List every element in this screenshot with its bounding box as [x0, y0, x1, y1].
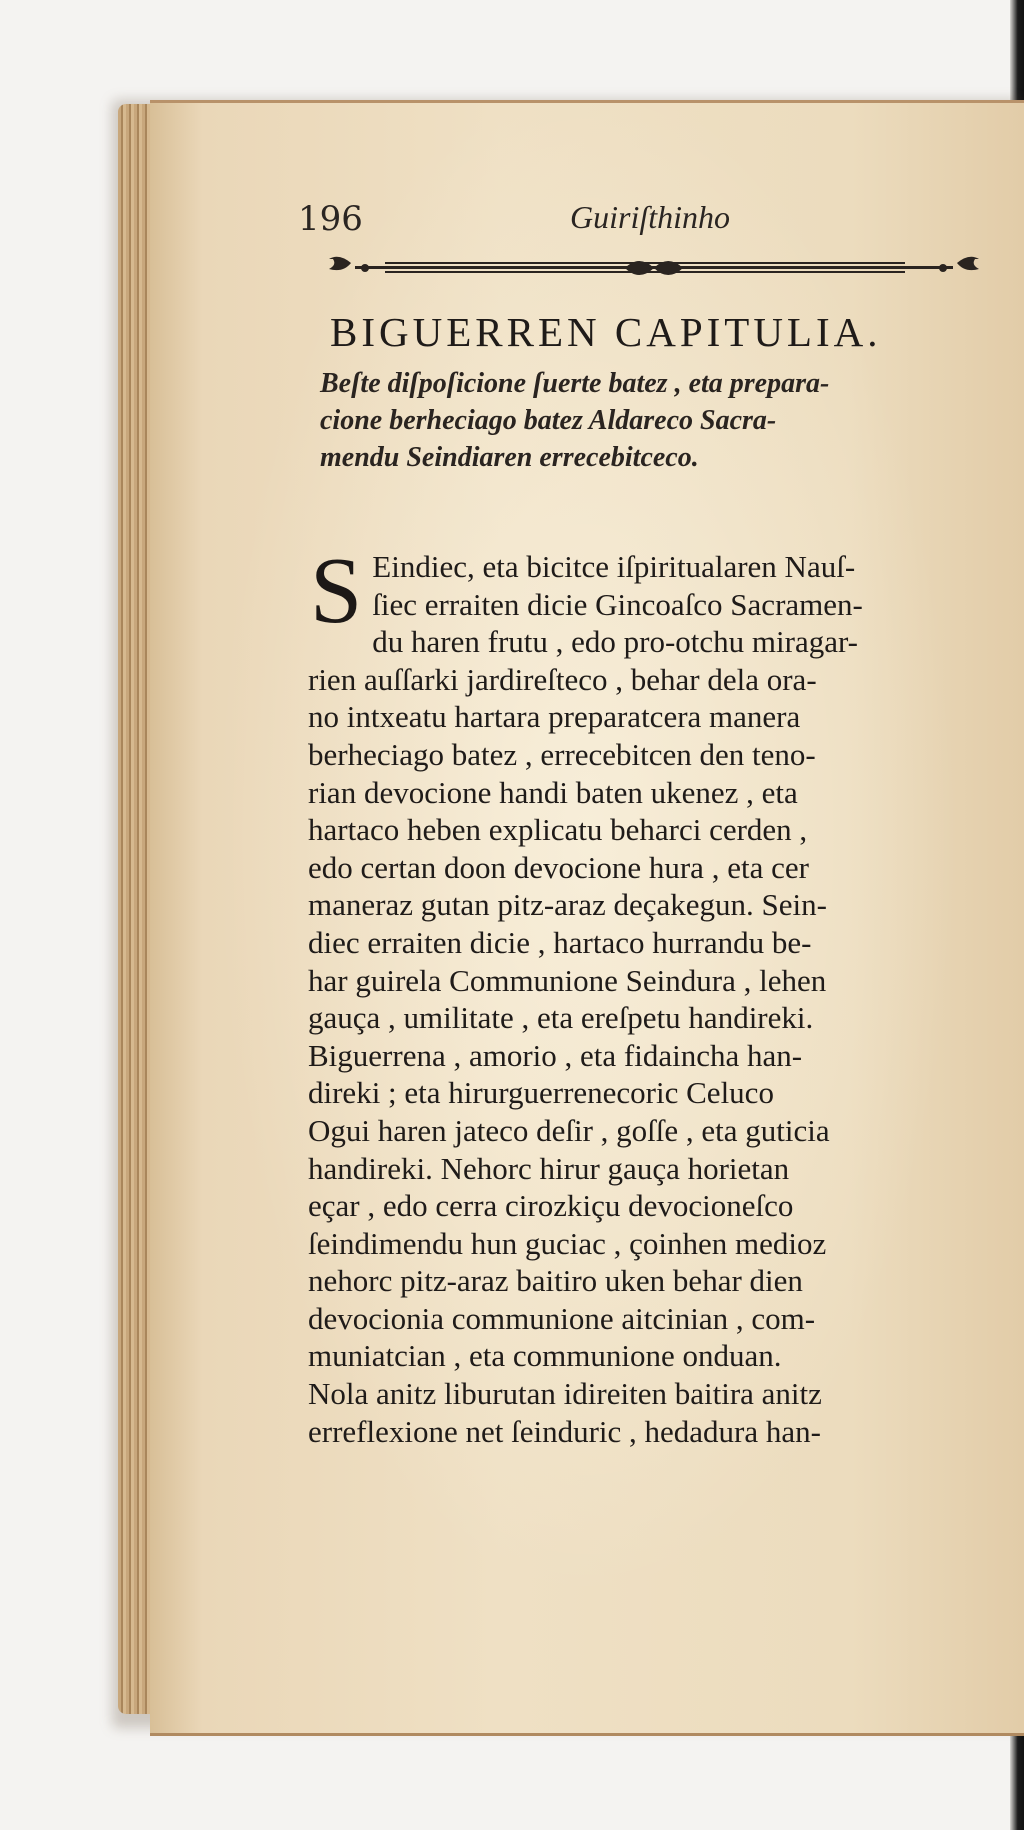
text-line: Biguerrena , amorio , eta fidaincha han- — [308, 1037, 803, 1073]
text-line: rien auſſarki jardireſteco , behar dela ora- — [308, 661, 817, 697]
text-line: erreflexione net ſeinduric , hedadura han- — [308, 1413, 821, 1449]
text-line: Eindiec, eta bicitce iſpiritualaren Nauſ- — [372, 549, 856, 584]
text-line: no intxeatu hartara preparatcera manera — [308, 699, 801, 735]
text-line: ſeindimendu hun guciac , çoinhen medioz — [308, 1225, 827, 1261]
text-line: ſiec erraiten dicie Gincoaſco Sacramen- — [372, 586, 863, 622]
chapter-heading: BIGUERREN CAPITULIA. — [330, 309, 882, 355]
drop-cap: S — [310, 539, 363, 643]
summary-line: Beſte diſpoſicione ſuerte batez , eta prepara- — [320, 368, 830, 399]
text-line: Ogui haren jateco deſir , goſſe , eta guticia — [308, 1112, 830, 1148]
chapter-summary — [320, 365, 990, 476]
text-line: berheciago batez , errecebitcen den teno- — [308, 736, 816, 772]
text-line: hartaco heben explicatu beharci cerden , — [308, 812, 808, 848]
body-text — [308, 539, 998, 1450]
text-line: handireki. Nehorc hirur gauça horietan — [308, 1150, 790, 1186]
text-line: gauça , umilitate , eta ereſpetu handireki. — [308, 1000, 814, 1036]
text-line: muniatcian , eta communione onduan. — [308, 1338, 782, 1374]
summary-line: mendu Seindiaren errecebitceco. — [320, 442, 699, 473]
text-line: nehorc pitz-araz baitiro uken behar dien — [308, 1263, 803, 1299]
text-line: direki ; eta hirurguerrenecoric Celuco — [308, 1075, 774, 1111]
text-line: Nola anitz liburutan idireiten baitira anitz — [308, 1376, 822, 1412]
text-line: du haren frutu , edo pro-otchu miragar- — [372, 624, 859, 660]
text-line: eçar , edo cerra cirozkiçu devocioneſco — [308, 1188, 794, 1224]
text-line: diec erraiten dicie , hartaco hurrandu be- — [308, 924, 812, 960]
book-page — [150, 100, 1024, 1736]
summary-line: cione berheciago batez Aldareco Sacra- — [320, 405, 777, 436]
text-line: rian devocione handi baten ukenez , eta — [308, 774, 798, 810]
text-line: devocionia communione aitcinian , com- — [308, 1300, 816, 1336]
running-title: Guiriſthinho — [570, 199, 731, 235]
text-line: har guirela Communione Seindura , lehen — [308, 962, 827, 998]
text-line: edo certan doon devocione hura , eta cer — [308, 849, 809, 885]
ornament-rule — [325, 251, 983, 287]
text-line: maneraz gutan pitz-araz deçakegun. Sein- — [308, 887, 827, 923]
page-number: 196 — [298, 199, 363, 239]
